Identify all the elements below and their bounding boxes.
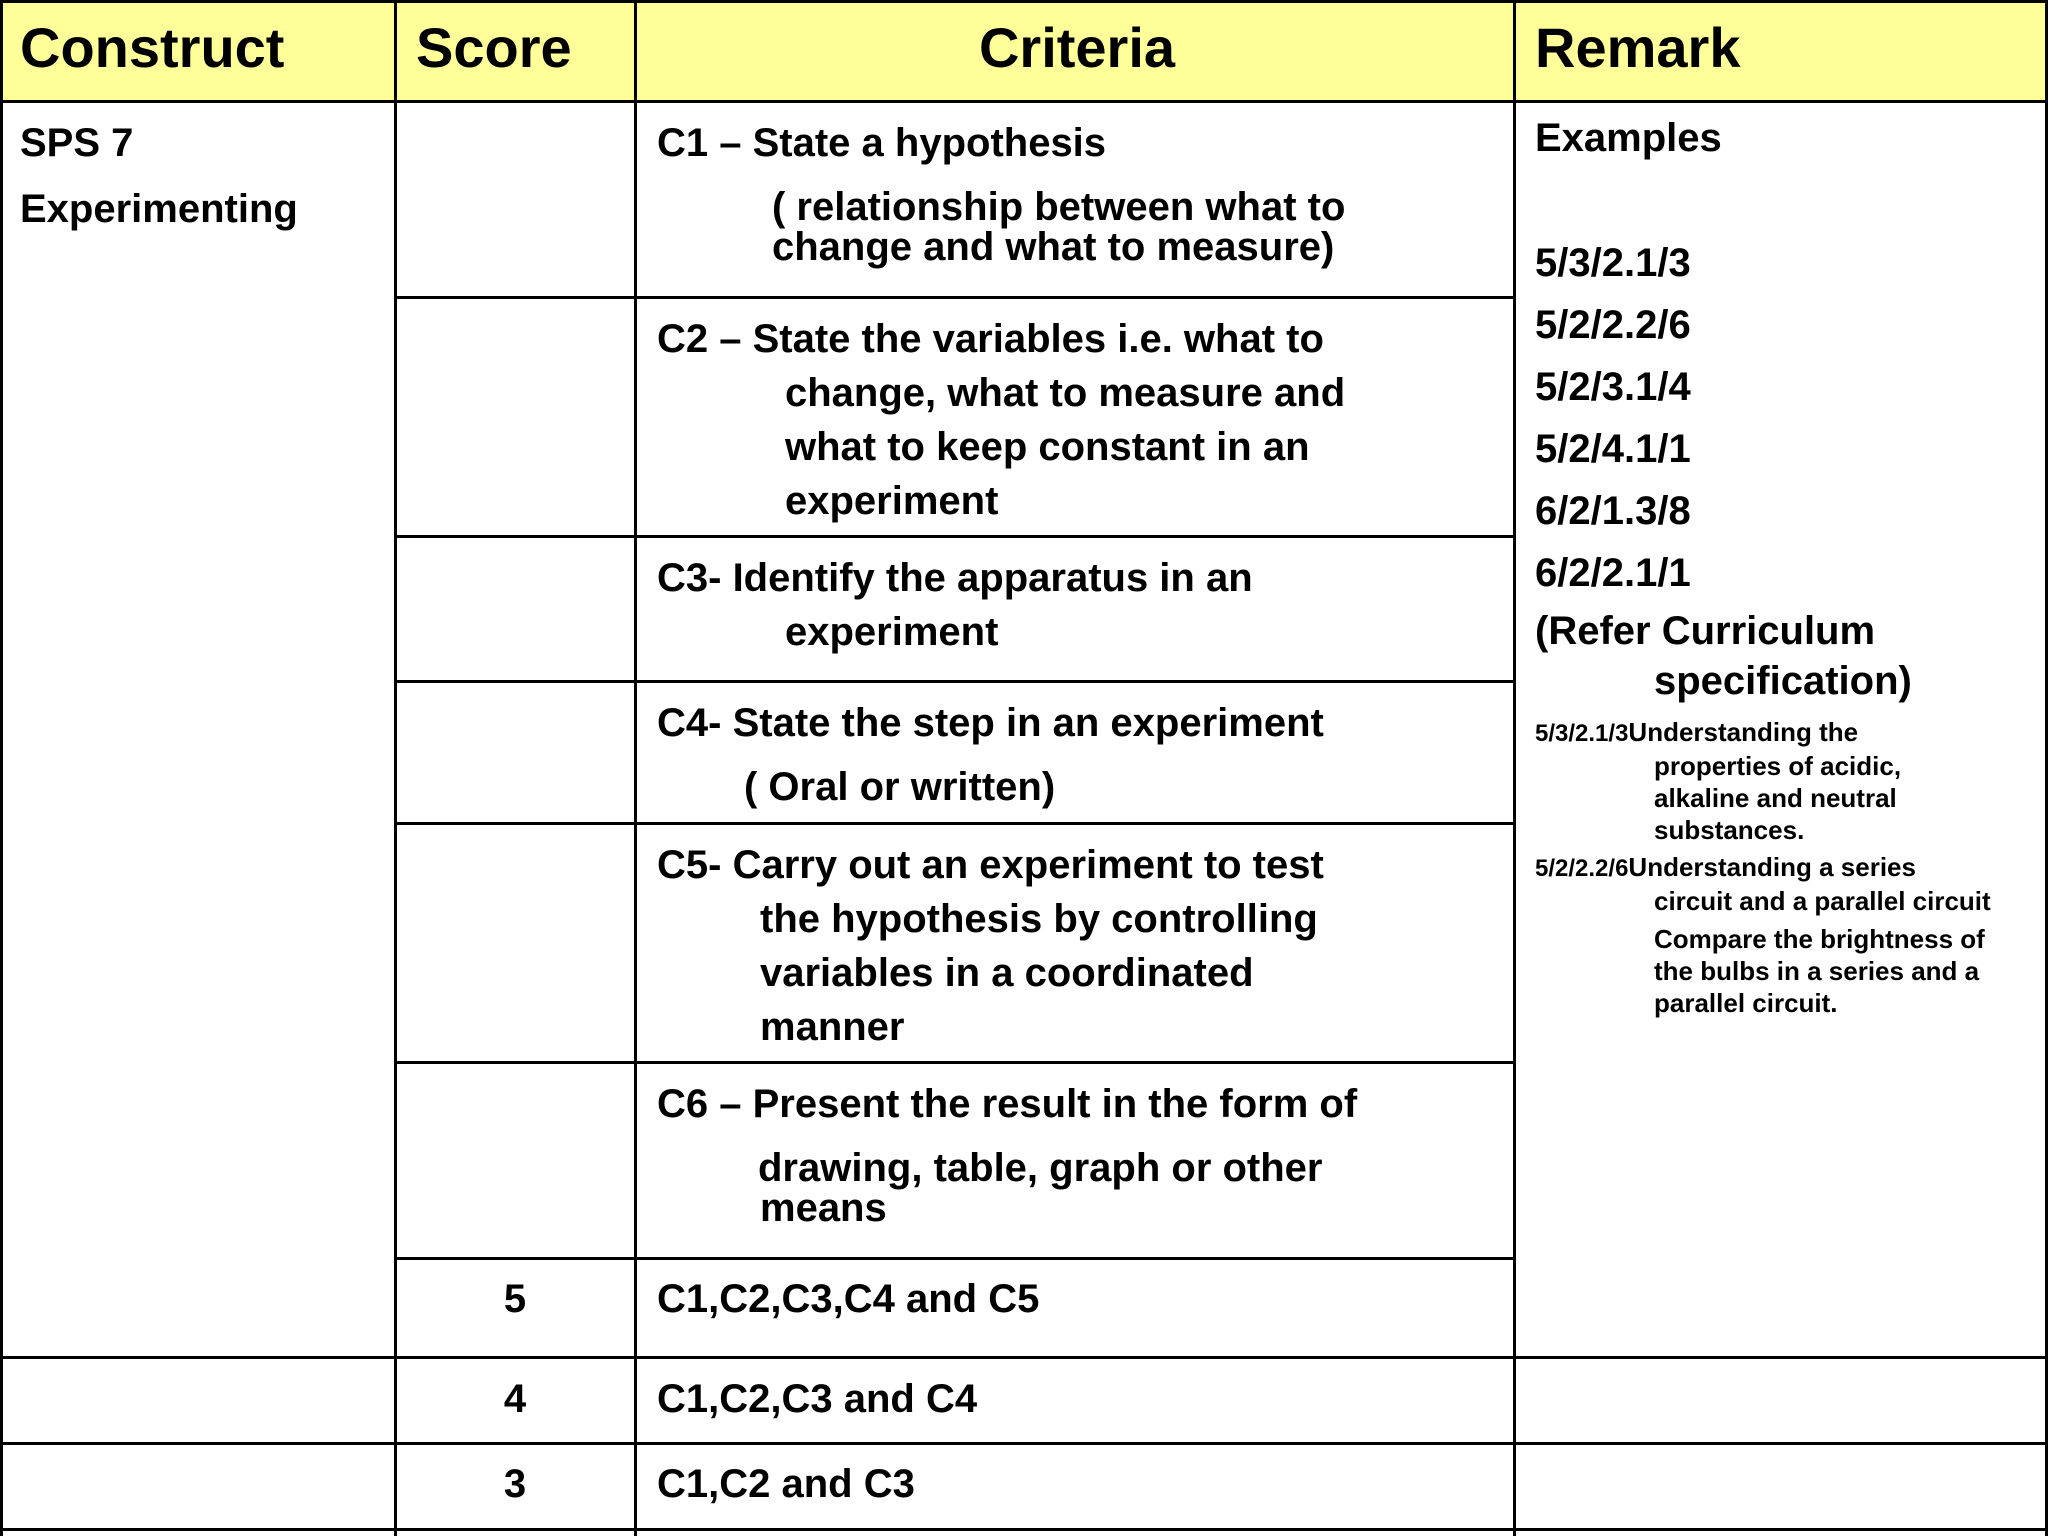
criterion-title: C4- State the step in an experiment: [657, 701, 1324, 745]
refer-note: specification): [1654, 659, 1912, 703]
curriculum-code: 5/2/4.1/1: [1535, 427, 1691, 471]
curriculum-code: 5/2/2.2/6: [1535, 303, 1691, 347]
row-divider: [394, 822, 1516, 825]
curriculum-note: [1535, 851, 2040, 1019]
criterion-detail: variables in a coordinated: [760, 951, 1254, 995]
curriculum-code-list: [1535, 232, 1691, 604]
score-value: 5: [503, 1277, 527, 1321]
score-criteria: C1,C2,C3 and C4: [657, 1377, 978, 1421]
score-criteria: C1,C2,C3,C4 and C5: [657, 1277, 1040, 1321]
row-divider: [394, 296, 1516, 299]
score-criteria: C1,C2 and C3: [657, 1462, 915, 1506]
refer-note: (Refer Curriculum: [1535, 609, 1876, 653]
note-text: Understanding the: [1628, 717, 1859, 747]
criterion-detail: the hypothesis by controlling: [760, 897, 1318, 941]
criterion-detail: ( relationship between what to: [772, 185, 1346, 229]
row-divider: [394, 535, 1516, 538]
row-divider: [0, 1442, 2048, 1445]
criterion-detail: manner: [760, 1005, 905, 1049]
note-code: 5/2/2.2/6: [1535, 855, 1629, 882]
construct-code: SPS 7: [20, 121, 134, 165]
criterion-title: C5- Carry out an experiment to test: [657, 843, 1324, 887]
note-text: parallel circuit.: [1654, 988, 1838, 1018]
curriculum-code: 5/3/2.1/3: [1535, 241, 1691, 285]
criterion-detail: ( Oral or written): [744, 765, 1056, 809]
curriculum-code: 6/2/2.1/1: [1535, 551, 1691, 595]
criterion-detail: change, what to measure and: [785, 371, 1346, 415]
row-divider: [394, 1061, 1516, 1064]
note-text: circuit and a parallel circuit: [1654, 886, 1991, 916]
criterion-c2: [657, 312, 1497, 528]
note-code: 5/3/2.1/3: [1535, 720, 1629, 747]
criterion-detail: means: [760, 1186, 887, 1230]
construct-name: Experimenting: [20, 187, 298, 231]
criterion-title: C3- Identify the apparatus in an: [657, 556, 1253, 600]
row-divider: [394, 1257, 1516, 1260]
criterion-detail: experiment: [785, 610, 999, 654]
border-top: [0, 0, 2048, 3]
curriculum-code: 6/2/1.3/8: [1535, 489, 1691, 533]
header-divider: [0, 100, 2048, 103]
criterion-title: C1 – State a hypothesis: [657, 121, 1107, 165]
note-text: substances.: [1654, 815, 1805, 845]
border-left: [0, 0, 3, 1536]
criterion-title: C2 – State the variables i.e. what to: [657, 317, 1324, 361]
criterion-detail: change and what to measure): [772, 225, 1335, 269]
note-text: Understanding a series: [1628, 852, 1916, 882]
row-divider: [0, 1356, 2048, 1359]
criterion-c4: [657, 696, 1497, 814]
criterion-detail: experiment: [785, 479, 999, 523]
note-text: properties of acidic,: [1654, 751, 1902, 781]
note-text: alkaline and neutral: [1654, 783, 1897, 813]
header-remark: Remark: [1535, 16, 1741, 79]
criterion-c6: [657, 1077, 1497, 1235]
note-text: Compare the brightness of: [1654, 924, 1985, 954]
curriculum-code: 5/2/3.1/4: [1535, 365, 1691, 409]
row-divider: [394, 680, 1516, 683]
header-score: Score: [416, 16, 572, 79]
header-criteria: Criteria: [978, 16, 1176, 79]
column-divider: [1513, 0, 1516, 1536]
criterion-detail: drawing, table, graph or other: [758, 1146, 1323, 1190]
row-divider: [0, 1528, 2048, 1531]
criterion-c5: [657, 838, 1497, 1054]
criterion-c1: [657, 116, 1497, 274]
score-value: 4: [503, 1377, 527, 1421]
score-value: 3: [503, 1462, 527, 1506]
criterion-detail: what to keep constant in an: [785, 425, 1310, 469]
criterion-c3: [657, 551, 1497, 659]
criterion-title: C6 – Present the result in the form of: [657, 1082, 1358, 1126]
note-text: the bulbs in a series and a: [1654, 956, 1980, 986]
remark-title: Examples: [1535, 116, 1722, 160]
curriculum-note: [1535, 716, 2040, 846]
header-construct: Construct: [20, 16, 285, 79]
